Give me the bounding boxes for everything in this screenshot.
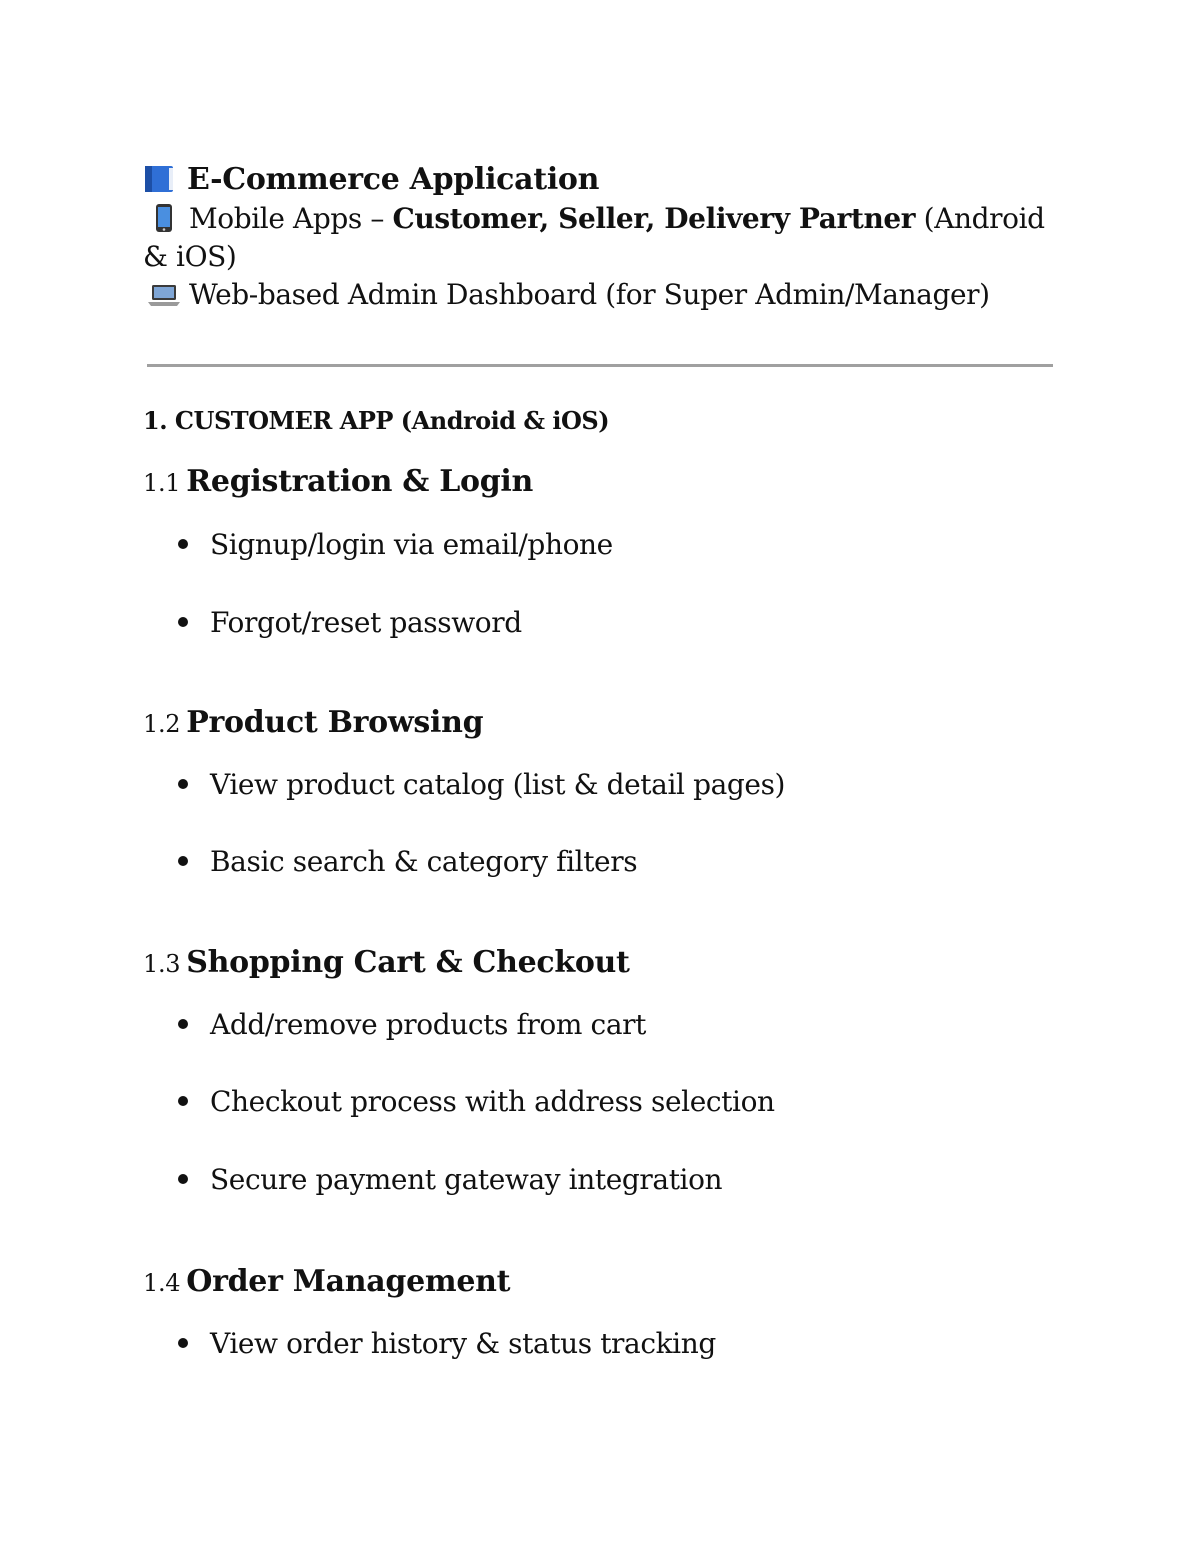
- subsection-heading-cart: [143, 943, 630, 984]
- list-item: [178, 526, 613, 564]
- horizontal-divider: [147, 364, 1053, 367]
- list-item: [178, 843, 637, 881]
- bullet-dot: [178, 617, 188, 627]
- mobile-apps-prefix: Mobile Apps –: [189, 202, 393, 235]
- bullet-dot: [178, 539, 188, 549]
- subsection-name: Order Management: [186, 1264, 511, 1299]
- subsection-name: Shopping Cart & Checkout: [186, 945, 630, 980]
- mobile-apps-wrap: & iOS): [143, 240, 237, 273]
- list-item: [178, 1161, 722, 1199]
- section-title: 1. CUSTOMER APP (Android & iOS): [143, 406, 610, 435]
- mobile-apps-roles: Customer, Seller, Delivery Partner: [392, 202, 916, 235]
- bullet-dot: [178, 779, 188, 789]
- list-item-text: Forgot/reset password: [210, 606, 522, 639]
- blue-book-icon: [143, 164, 177, 194]
- list-item: [178, 604, 522, 642]
- subsection-name: Product Browsing: [186, 705, 484, 740]
- web-dashboard-line: [143, 276, 1063, 314]
- subsection-name: Registration & Login: [186, 464, 534, 499]
- list-item-text: Add/remove products from cart: [210, 1008, 646, 1041]
- mobile-apps-line: [143, 200, 1063, 238]
- subsection-heading-browsing: [143, 703, 483, 744]
- bullet-dot: [178, 1174, 188, 1184]
- document-title-text: E-Commerce Application: [187, 162, 600, 197]
- subsection-number: 1.2: [143, 710, 181, 738]
- list-item: [178, 1325, 716, 1363]
- list-item-text: View product catalog (list & detail pages): [210, 768, 786, 801]
- bullet-dot: [178, 1096, 188, 1106]
- intro-block: [143, 200, 1063, 314]
- subsection-heading-registration: [143, 462, 533, 503]
- list-item-text: Secure payment gateway integration: [210, 1163, 723, 1196]
- subsection-number: 1.1: [143, 469, 181, 497]
- list-item-text: View order history & status tracking: [210, 1327, 716, 1360]
- list-item: [178, 1083, 775, 1121]
- list-item-text: Basic search & category filters: [210, 845, 638, 878]
- mobile-apps-suffix: (Android: [915, 202, 1045, 235]
- web-dashboard-text: Web-based Admin Dashboard (for Super Admin/Manager): [189, 278, 990, 311]
- bullet-dot: [178, 1338, 188, 1348]
- list-item: [178, 1006, 646, 1044]
- bullet-dot: [178, 856, 188, 866]
- list-item-text: Checkout process with address selection: [210, 1085, 775, 1118]
- mobile-phone-icon: [147, 203, 181, 233]
- bullet-dot: [178, 1019, 188, 1029]
- subsection-number: 1.4: [143, 1269, 181, 1297]
- subsection-number: 1.3: [143, 950, 181, 978]
- list-item: [178, 766, 785, 804]
- list-item-text: Signup/login via email/phone: [210, 528, 613, 561]
- subsection-heading-orders: [143, 1262, 510, 1303]
- document-title: [143, 160, 599, 200]
- laptop-icon: [147, 279, 181, 309]
